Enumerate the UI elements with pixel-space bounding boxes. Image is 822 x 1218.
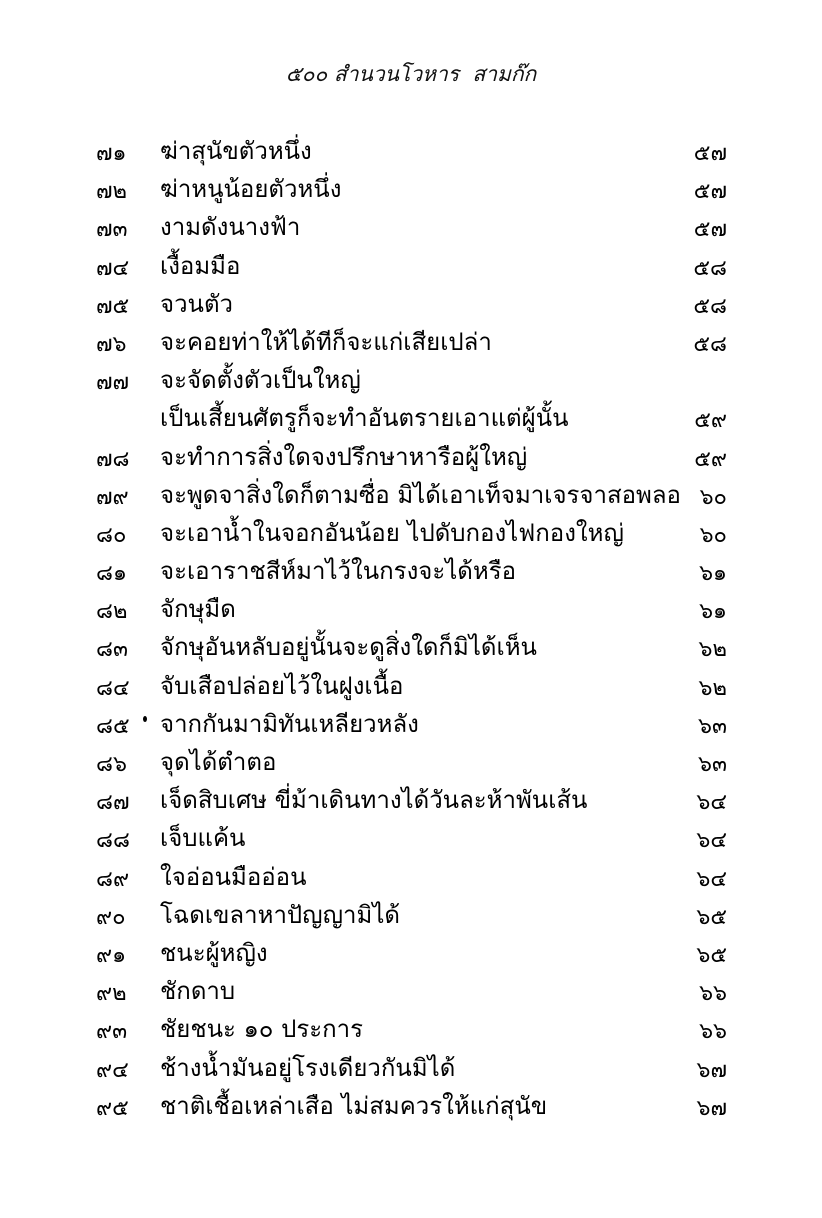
entry-number: ๗๒ (96, 179, 128, 205)
entry-title: ฆ่าหนูน้อยตัวหนึ่ง (160, 175, 342, 204)
entry-title: จะทำการสิ่งใดจงปรึกษาหารือผู้ใหญ่ (160, 442, 528, 471)
entry-page-number: ๖๕ (696, 942, 727, 968)
entry-title: ชัยชนะ ๑๐ ประการ (160, 1015, 363, 1044)
toc-entry (0, 282, 822, 320)
entry-page-number: ๖๑ (699, 561, 727, 587)
toc-entry (0, 396, 822, 434)
toc-entry (0, 931, 822, 969)
toc-entry (0, 1007, 822, 1045)
toc-entry (0, 549, 822, 587)
entry-number: ๗๓ (96, 217, 128, 243)
toc-entry (0, 244, 822, 282)
entry-title: จวนตัว (160, 289, 234, 318)
entry-page-number: ๕๙ (694, 408, 727, 434)
entry-number: ๙๑ (96, 942, 127, 968)
toc-entry (0, 778, 822, 816)
toc-entry (0, 816, 822, 854)
toc-entry (0, 893, 822, 931)
entry-page-number: ๖๑ (699, 599, 727, 625)
entry-page-number: ๕๘ (693, 293, 727, 319)
entry-title: ชนะผู้หญิง (160, 938, 268, 967)
entry-title: เงื้อมมือ (160, 251, 241, 280)
toc-entry (0, 625, 822, 663)
entry-page-number: ๕๗ (693, 217, 727, 243)
entry-title: ชาติเชื้อเหล่าเสือ ไม่สมควรให้แก่สุนัข (160, 1091, 548, 1120)
toc-entry (0, 205, 822, 243)
entry-number: ๘๒ (96, 599, 128, 625)
entry-number: ๘๕ (96, 713, 130, 739)
entry-number: ๗๘ (96, 446, 130, 472)
entry-number: ๘๑ (96, 561, 127, 587)
entry-title: จักษุมืด (160, 595, 236, 624)
entry-number: ๗๖ (96, 331, 127, 357)
toc-entry (0, 129, 822, 167)
toc-entry (0, 358, 822, 396)
entry-page-number: ๕๘ (693, 331, 727, 357)
entry-title: จักษุอันหลับอยู่นั้นจะดูสิ่งใดก็มิได้เห็น (160, 633, 537, 662)
toc-entry (0, 320, 822, 358)
toc-entry (0, 435, 822, 473)
entry-title: เจ็บแค้น (160, 824, 246, 853)
entry-number: ๙๐ (96, 904, 126, 930)
entry-number: ๗๑ (96, 141, 127, 166)
entry-title: จุดได้ตำตอ (160, 748, 277, 776)
entry-title: เป็นเสี้ยนศัตรูก็จะทำอันตรายเอาแต่ผู้นั้น (160, 404, 569, 433)
entry-title: ชักดาบ (160, 977, 236, 1006)
entry-number: ๘๘ (96, 828, 130, 854)
entry-title: ฆ่าสุนัขตัวหนึ่ง (160, 137, 312, 165)
toc-entry (0, 740, 822, 778)
entry-title: โฉดเขลาหาปัญญามิได้ (160, 900, 400, 929)
entry-number: ๘๓ (96, 637, 129, 663)
entry-page-number: ๕๗ (693, 141, 727, 166)
entry-title: จากกันมามิทันเหลียวหลัง (160, 709, 419, 738)
entry-number: ๘๔ (96, 675, 130, 701)
entry-title: จับเสือปล่อยไว้ในฝูงเนื้อ (160, 671, 404, 700)
entry-number: ๙๕ (96, 1095, 129, 1121)
entry-number: ๗๕ (96, 293, 130, 319)
toc-entry (0, 702, 822, 740)
entry-title: ใจอ่อนมืออ่อน (160, 862, 307, 891)
entry-page-number: ๖๗ (696, 1057, 727, 1083)
entry-page-number: ๖๔ (696, 866, 727, 892)
entry-page-number: ๖๒ (698, 675, 727, 701)
entry-page-number: ๖๒ (698, 637, 727, 663)
entry-number: ๙๓ (96, 1019, 128, 1045)
toc-list (0, 129, 822, 1122)
entry-title: งามดังนางฟ้า (160, 213, 301, 242)
toc-entry (0, 969, 822, 1007)
entry-page-number: ๖๓ (697, 752, 727, 777)
toc-entry (0, 511, 822, 549)
entry-page-number: ๖๗ (696, 1095, 727, 1121)
entry-title: เจ็ดสิบเศษ ขี่ม้าเดินทางได้วันละห้าพันเส้น (160, 786, 588, 815)
entry-page-number: ๖๐ (699, 522, 727, 548)
entry-title: ช้างน้ำมันอยู่โรงเดียวกันมิได้ (160, 1053, 456, 1082)
entry-page-number: ๖๓ (697, 713, 727, 739)
toc-entry (0, 1046, 822, 1084)
entry-title: จะจัดตั้งตัวเป็นใหญ่ (160, 366, 361, 395)
entry-number: ๗๔ (96, 255, 130, 281)
entry-title: จะพูดจาสิ่งใดก็ตามซื่อ มิได้เอาเท็จมาเจรจาสอพลอ (160, 480, 681, 509)
entry-number: ๘๐ (96, 522, 127, 548)
entry-number: ๗๗ (96, 370, 130, 396)
entry-number: ๙๒ (96, 981, 127, 1007)
toc-entry (0, 473, 822, 511)
entry-page-number: ๖๕ (696, 904, 727, 930)
entry-page-number: ๕๙ (694, 446, 727, 472)
entry-page-number: ๖๖ (699, 1019, 727, 1045)
entry-page-number: ๖๐ (699, 484, 727, 510)
toc-entry (0, 167, 822, 205)
toc-entry (0, 1084, 822, 1122)
entry-number: ๘๖ (96, 752, 127, 777)
entry-page-number: ๖๔ (696, 790, 727, 816)
entry-number: ๘๙ (96, 866, 130, 892)
entry-title: จะเอาน้ำในจอกอันน้อย ไปดับกองไฟกองใหญ่ (160, 518, 624, 547)
entry-number: ๙๔ (96, 1057, 129, 1083)
page-header: ๕๐๐ สำนวนโวหาร สามก๊ก (285, 62, 537, 86)
toc-entry (0, 855, 822, 893)
entry-page-number: ๖๔ (696, 828, 727, 854)
toc-entry (0, 587, 822, 625)
entry-title: จะเอาราชสีห์มาไว้ในกรงจะได้หรือ (160, 557, 517, 586)
entry-title: จะคอยท่าให้ได้ทีก็จะแก่เสียเปล่า (160, 327, 492, 356)
toc-entry (0, 664, 822, 702)
entry-page-number: ๖๖ (699, 981, 727, 1007)
ink-speck (143, 716, 147, 722)
entry-page-number: ๕๘ (693, 255, 727, 281)
entry-number: ๗๙ (96, 484, 129, 510)
entry-number: ๘๗ (96, 790, 130, 816)
entry-page-number: ๕๗ (693, 179, 727, 205)
